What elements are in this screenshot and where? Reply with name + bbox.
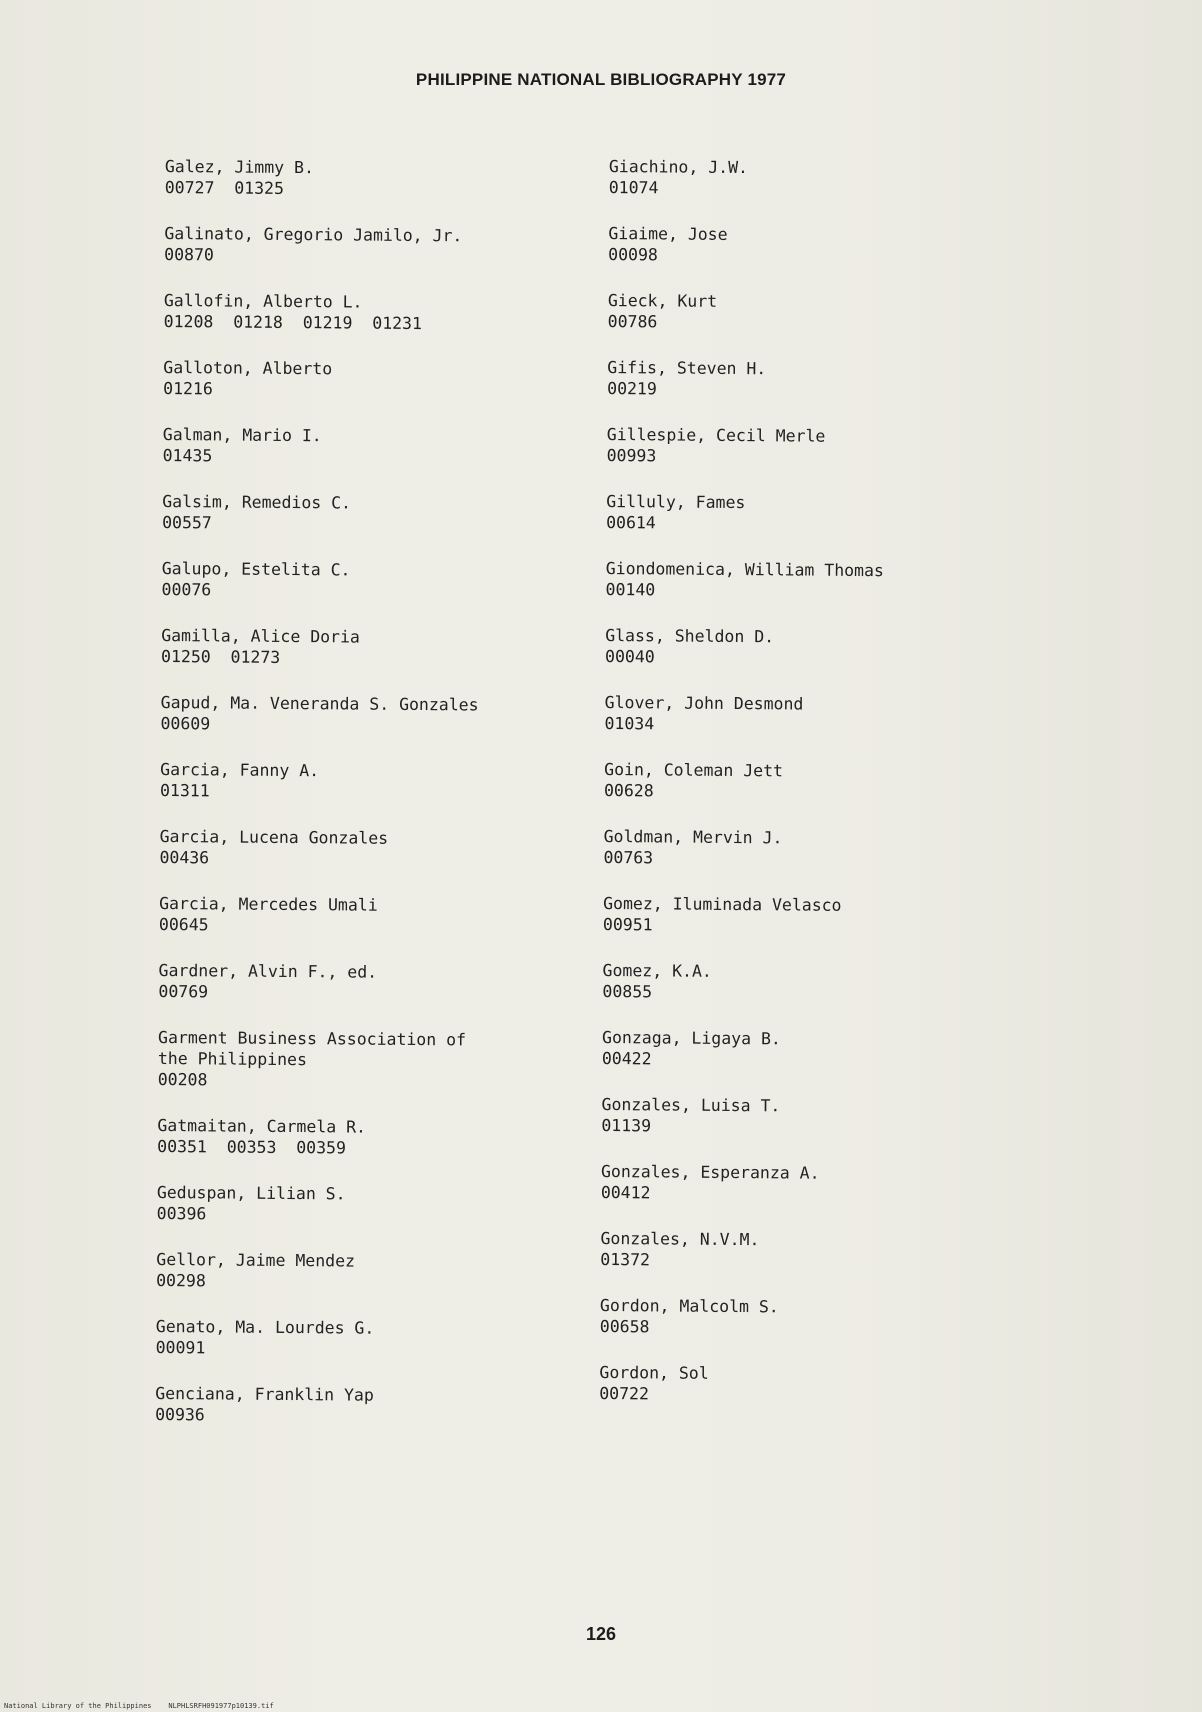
entry-numbers: 01372 (600, 1249, 651, 1270)
index-entry (607, 357, 766, 400)
entry-name: Goldman, Mervin J. (603, 826, 783, 848)
entry-name: Genato, Ma. Lourdes G. (155, 1316, 375, 1338)
entry-numbers: 00219 (607, 378, 657, 399)
index-entry (601, 1094, 780, 1137)
page-number: 126 (585, 1624, 617, 1644)
entry-name: Gallofin, Alberto L. (163, 290, 363, 312)
index-entry (608, 223, 728, 266)
index-entry (161, 625, 360, 669)
index-entry (162, 558, 351, 601)
right-column (599, 156, 1029, 1404)
index-entry (160, 759, 319, 802)
index-entry (165, 156, 314, 199)
index-entry (158, 1027, 466, 1092)
entry-numbers: 01034 (604, 713, 655, 734)
entry-numbers: 00091 (155, 1337, 206, 1358)
entry-name: Gordon, Sol (599, 1362, 709, 1383)
entry-name: Galinato, Gregorio Jamilo, Jr. (164, 223, 463, 246)
entry-name: Gieck, Kurt (607, 290, 718, 311)
index-entry (609, 156, 748, 199)
entry-numbers: 00722 (599, 1383, 650, 1404)
entry-name: Garcia, Fanny A. (160, 759, 320, 781)
index-entry (606, 558, 884, 602)
index-entry (603, 826, 782, 869)
index-entry (606, 491, 745, 534)
entry-name: Giondomenica, William Thomas (605, 558, 884, 581)
entry-numbers: 00412 (600, 1182, 651, 1203)
entry-name: Gellor, Jaime Mendez (156, 1249, 356, 1271)
entry-name: Galman, Mario I. (162, 424, 322, 446)
entry-numbers: 00351 00353 00359 (157, 1136, 347, 1158)
entry-numbers: 00936 (155, 1404, 205, 1425)
entry-numbers: 01208 01218 01219 01231 (163, 311, 423, 334)
entry-name: Glover, John Desmond (604, 692, 804, 714)
index-entry (155, 1383, 374, 1427)
entry-numbers: 00609 (160, 713, 211, 734)
index-entry (158, 960, 377, 1004)
entry-name: Galloton, Alberto (163, 357, 333, 379)
entry-numbers: 00855 (602, 981, 653, 1002)
entry-name: Geduspan, Lilian S. (156, 1182, 346, 1204)
page-title: PHILIPPINE NATIONAL BIBLIOGRAPHY 1977 (415, 70, 787, 89)
entry-numbers: 00993 (606, 445, 657, 466)
index-entry (599, 1362, 709, 1405)
entry-numbers: 00076 (161, 579, 212, 600)
index-entry (600, 1295, 779, 1338)
entry-name: Genciana, Franklin Yap (155, 1383, 374, 1405)
index-entry (164, 223, 462, 267)
index-entry (156, 1316, 375, 1360)
entry-numbers: 00870 (164, 244, 214, 265)
entry-numbers: 01250 01273 (160, 646, 281, 667)
entry-numbers: 00645 (158, 914, 209, 935)
index-entry (602, 1027, 781, 1070)
entry-numbers: 00727 01325 (164, 177, 285, 198)
entry-numbers: 01311 (159, 780, 210, 801)
entry-name: Gilluly, Fames (606, 491, 746, 513)
index-entry (602, 960, 712, 1003)
entry-numbers: 00786 (607, 311, 658, 332)
index-entry (162, 491, 351, 534)
entry-numbers: 00763 (603, 847, 654, 868)
index-entry (156, 1249, 355, 1293)
entry-name: Gomez, Iluminada Velasco (603, 893, 842, 915)
entry-numbers: 01435 (162, 445, 213, 466)
entry-name: Garcia, Lucena Gonzales (159, 826, 389, 848)
index-entry (604, 759, 783, 802)
entry-numbers: 00769 (158, 981, 209, 1002)
index-entry (605, 625, 774, 668)
index-entry (601, 1161, 820, 1205)
entry-numbers: 00098 (608, 244, 658, 265)
entry-name: Giachino, J.W. (608, 156, 749, 178)
entry-numbers: 01074 (608, 177, 659, 198)
entry-name: Galez, Jimmy B. (164, 156, 315, 178)
entry-name: Glass, Sheldon D. (605, 625, 775, 647)
entry-numbers: 00422 (601, 1048, 652, 1069)
entry-name: Garcia, Mercedes Umali (159, 893, 378, 915)
entry-numbers: 01216 (163, 378, 213, 399)
entry-numbers: 00557 (162, 512, 212, 533)
entry-name: Gifis, Steven H. (607, 357, 767, 379)
entry-name: Gillespie, Cecil Merle (606, 424, 826, 446)
index-entry (157, 1182, 346, 1225)
index-entry (164, 290, 423, 334)
index-entry (157, 1115, 366, 1159)
entry-name: Gordon, Malcolm S. (599, 1295, 779, 1317)
entry-numbers: 00396 (156, 1203, 207, 1224)
index-entry (600, 1228, 759, 1271)
index-entry (160, 692, 478, 736)
entry-numbers: 00658 (599, 1316, 650, 1337)
entry-name: Gatmaitan, Carmela R. (157, 1115, 367, 1137)
entry-name: Gomez, K.A. (602, 960, 712, 981)
entry-name: Gonzales, Esperanza A. (600, 1161, 820, 1183)
index-entry (607, 424, 826, 468)
entry-numbers: 01139 (601, 1115, 652, 1136)
index-entry (608, 290, 718, 333)
entry-name: Gamilla, Alice Doria (161, 625, 360, 647)
index-entry (603, 893, 842, 937)
index-entry (163, 357, 332, 400)
index-entry (604, 692, 803, 736)
entry-name: Garment Business Association of (158, 1027, 467, 1050)
entry-name: Galupo, Estelita C. (161, 558, 351, 580)
entry-name: Goin, Coleman Jett (604, 759, 784, 781)
index-entry (159, 826, 388, 870)
entry-name: Galsim, Remedios C. (162, 491, 352, 513)
entry-name: Gonzales, N.V.M. (600, 1228, 760, 1250)
entry-name: Gardner, Alvin F., ed. (158, 960, 378, 982)
entry-numbers: 00298 (156, 1270, 206, 1291)
entry-name: Giaime, Jose (608, 223, 728, 244)
entry-name: Gapud, Ma. Veneranda S. Gonzales (160, 692, 479, 715)
entry-numbers: 00040 (604, 646, 655, 667)
index-entry (159, 893, 378, 937)
entry-name: Gonzaga, Ligaya B. (602, 1027, 781, 1049)
entry-numbers: 00208 (157, 1069, 208, 1090)
entry-numbers: 00140 (605, 579, 656, 600)
entry-numbers: 00628 (603, 780, 654, 801)
scan-footer: National Library of the Philippines NLPHLSRFH091977p10139.tif (4, 1702, 274, 1710)
entry-name-continued: the Philippines (157, 1048, 307, 1070)
index-entry (163, 424, 322, 467)
entry-numbers: 00614 (606, 512, 656, 533)
entry-name: Gonzales, Luisa T. (601, 1094, 781, 1116)
entry-numbers: 00951 (602, 914, 653, 935)
left-column (155, 156, 585, 1425)
entry-numbers: 00436 (159, 847, 210, 868)
